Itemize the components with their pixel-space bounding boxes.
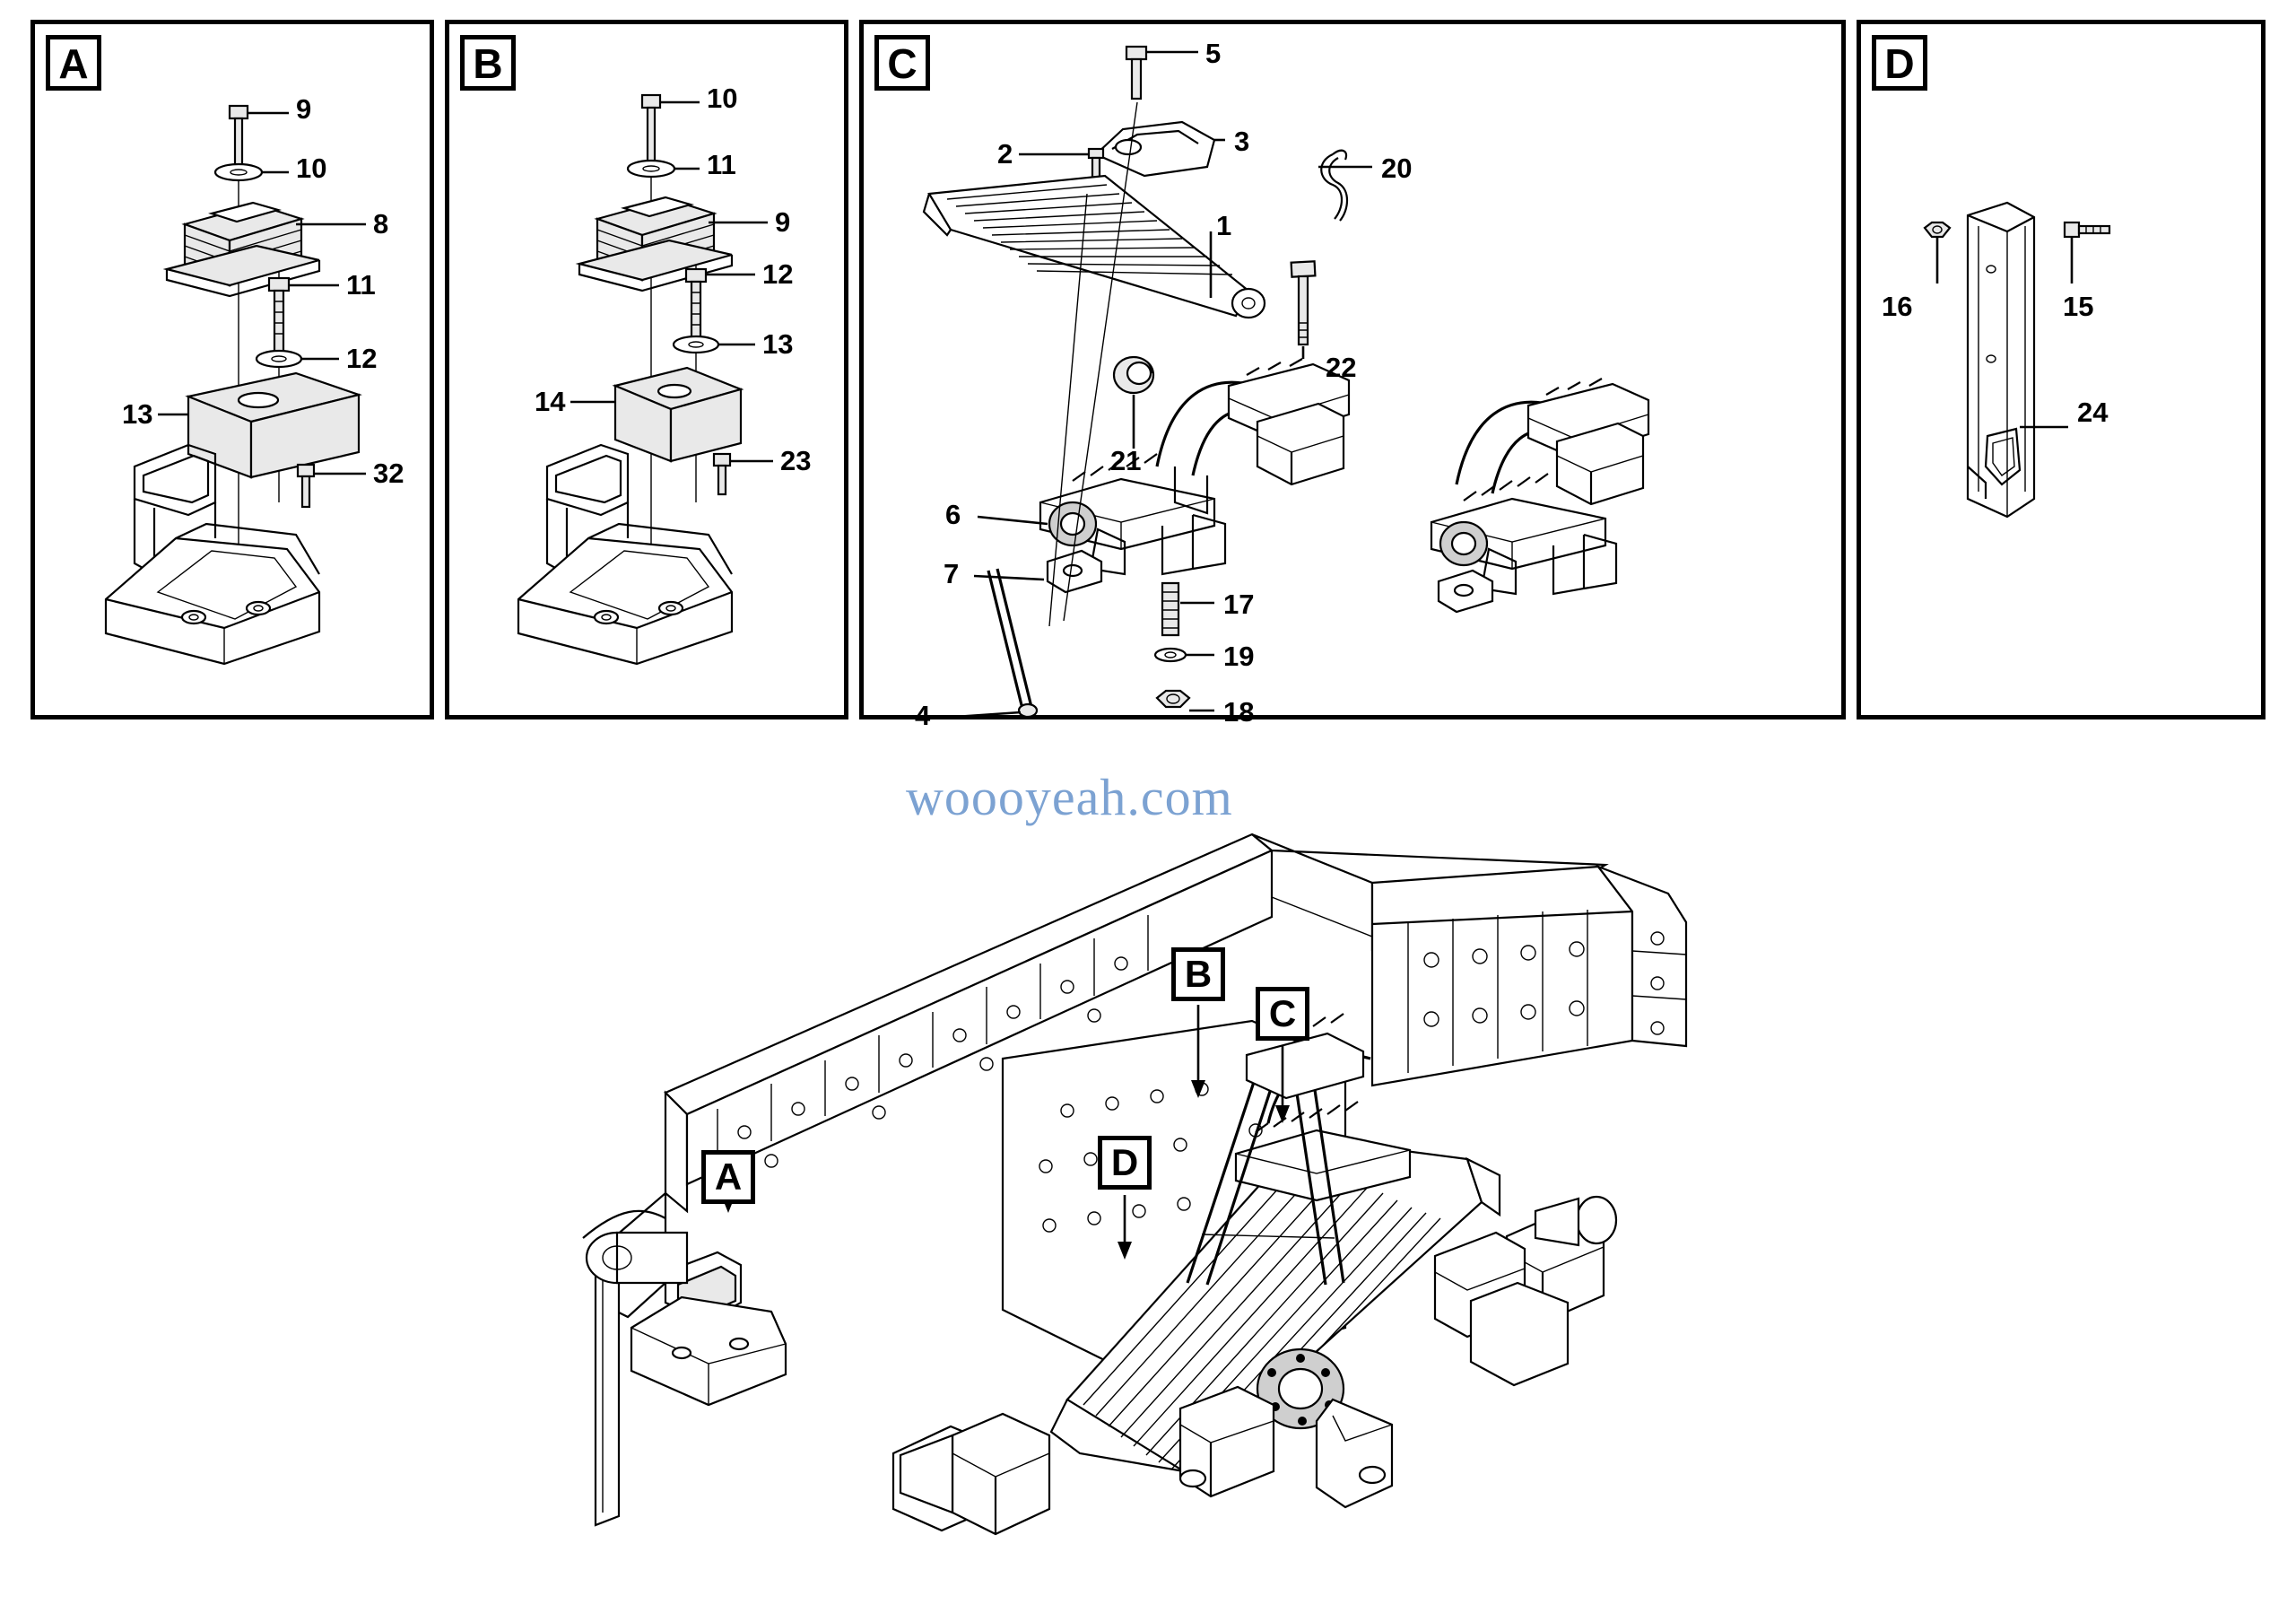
item-number: 22	[1326, 352, 1357, 383]
item-number: 3	[1234, 126, 1250, 157]
item-number: 17	[1223, 589, 1255, 620]
item-number: 12	[762, 258, 794, 290]
item-number: 9	[775, 206, 791, 238]
part-16-nut	[1925, 222, 1950, 237]
item-number: 32	[373, 458, 404, 489]
callout-tag-b: B	[1171, 947, 1225, 1001]
item-number: 11	[707, 149, 736, 180]
item-number: 10	[707, 83, 738, 114]
item-number: 11	[346, 269, 376, 301]
item-number: 6	[945, 499, 961, 530]
item-number: 5	[1205, 38, 1222, 69]
item-number: 23	[780, 445, 812, 476]
panel-c-tag: C	[874, 35, 930, 91]
item-number: 13	[122, 398, 153, 430]
item-number: 2	[997, 138, 1013, 170]
item-number: 14	[535, 386, 566, 417]
item-number: 4	[915, 700, 931, 731]
callout-tag-d: D	[1098, 1136, 1152, 1190]
item-number: 15	[2063, 291, 2094, 322]
item-number: 18	[1223, 696, 1255, 728]
item-number: 1	[1216, 210, 1232, 241]
item-number: 24	[2077, 397, 2109, 428]
panel-b-tag: B	[460, 35, 516, 91]
part-24-channel-bracket	[1968, 203, 2034, 517]
watermark: woooyeah.com	[906, 768, 1233, 826]
item-number: 13	[762, 328, 794, 360]
callout-tag-a: A	[701, 1150, 755, 1204]
item-number: 8	[373, 208, 389, 240]
item-number: 12	[346, 343, 378, 374]
item-number: 16	[1882, 291, 1913, 322]
part-15-bolt	[2065, 222, 2109, 237]
item-number: 21	[1110, 445, 1142, 476]
item-number: 9	[296, 93, 312, 125]
item-number: 10	[296, 153, 327, 184]
item-number: 19	[1223, 641, 1255, 672]
item-number: 20	[1381, 153, 1413, 184]
panel-d-tag: D	[1872, 35, 1927, 91]
item-number: 7	[944, 558, 960, 589]
panel-a-tag: A	[46, 35, 101, 91]
callout-tag-c: C	[1256, 987, 1309, 1041]
